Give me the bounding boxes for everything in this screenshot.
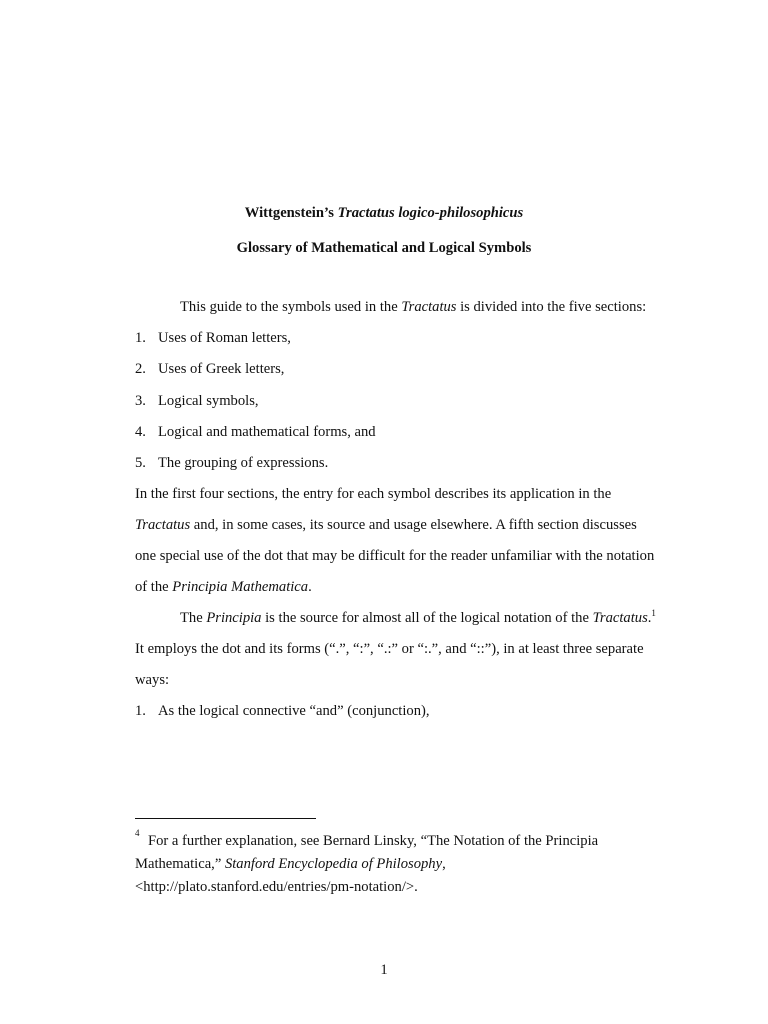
page-number: 1 <box>380 962 388 978</box>
footnote-text: Mathematica,” <box>135 856 225 872</box>
list-item: The grouping of expressions. <box>158 455 329 471</box>
footnote-line: For a further explanation, see Bernard Linsky, “The Notation of the Principia <box>148 833 599 849</box>
italic-term: Stanford Encyclopedia of Philosophy <box>224 856 443 872</box>
list-item-number: 2. <box>135 361 146 377</box>
intro-italic: Tractatus <box>401 299 457 315</box>
document-subtitle: Glossary of Mathematical and Logical Symbols <box>236 240 532 256</box>
paragraph-line <box>180 608 656 626</box>
paragraph-line: ways: <box>135 672 170 688</box>
footnote-reference[interactable]: 1 <box>651 608 656 619</box>
footnote-text: , <box>442 856 446 872</box>
list-item: Uses of Roman letters, <box>158 330 291 346</box>
list-item-number: 4. <box>135 424 146 440</box>
list-item-number: 1. <box>135 703 146 719</box>
list-item-number: 3. <box>135 393 146 409</box>
italic-term: Principia <box>206 610 262 626</box>
paragraph-text: . <box>647 610 652 626</box>
list-item: Uses of Greek letters, <box>158 361 285 377</box>
footnote-url: <http://plato.stanford.edu/entries/pm-notation/>. <box>135 879 418 895</box>
paragraph-text: is the source for almost all of the logical notation of the <box>261 610 593 626</box>
paragraph-line: It employs the dot and its forms (“.”, “:”, “.:” or “:.”, and “::”), in at least three separate <box>135 641 644 657</box>
footnote-mark: 4 <box>135 828 140 838</box>
footnote-line <box>135 857 446 872</box>
italic-term: Tractatus <box>135 517 191 533</box>
paragraph-line: one special use of the dot that may be difficult for the reader unfamiliar with the notation <box>135 548 655 564</box>
list-item-number: 5. <box>135 455 146 471</box>
list-item: As the logical connective “and” (conjunction), <box>158 703 430 719</box>
paragraph-text: and, in some cases, its source and usage elsewhere. A fifth section discusses <box>190 517 637 533</box>
title-italic: Tractatus logico-philosophicus <box>337 205 524 221</box>
paragraph-line <box>135 580 312 595</box>
document-title <box>0 206 768 221</box>
title-prefix: Wittgenstein’s <box>244 205 338 221</box>
intro-text: This guide to the symbols used in the <box>180 299 402 315</box>
paragraph-text: . <box>308 579 312 595</box>
intro-text-end: is divided into the five sections: <box>456 299 647 315</box>
list-item: Logical and mathematical forms, and <box>158 424 376 440</box>
list-item: Logical symbols, <box>158 393 259 409</box>
footnote-divider <box>135 818 316 819</box>
paragraph-text: The <box>180 610 207 626</box>
paragraph-line: In the first four sections, the entry for each symbol describes its application in the <box>135 486 612 502</box>
list-item-number: 1. <box>135 330 146 346</box>
paragraph-line <box>135 518 637 533</box>
italic-term: Principia Mathematica <box>172 579 309 595</box>
intro-paragraph <box>180 300 646 315</box>
italic-term: Tractatus <box>592 610 648 626</box>
paragraph-text: of the <box>135 579 173 595</box>
